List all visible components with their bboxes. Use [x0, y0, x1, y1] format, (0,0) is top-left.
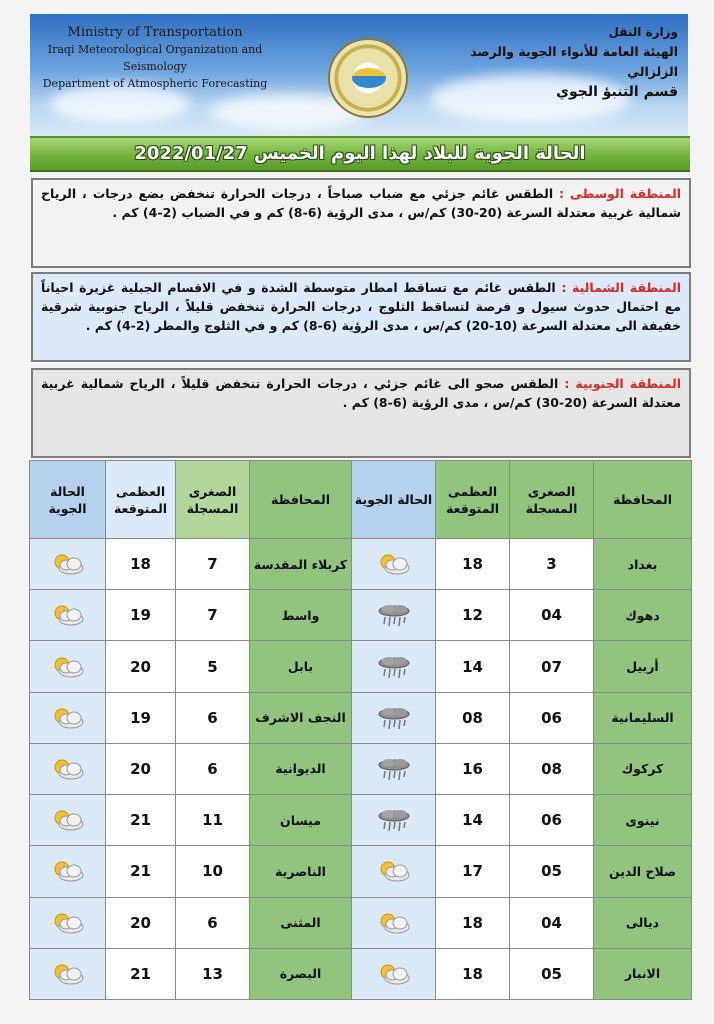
- table-row: [30, 795, 692, 846]
- header-governorate: المحافظة: [594, 461, 692, 539]
- header-en-line2: Iraqi Meteorological Organization and Seismology: [47, 43, 263, 73]
- weather-state-cell: [30, 539, 106, 590]
- partly-cloudy-icon: [376, 910, 412, 936]
- max-temp-cell: 18: [436, 897, 510, 948]
- governorate-cell: الانبار: [594, 948, 692, 999]
- partly-cloudy-icon: [50, 756, 86, 782]
- min-temp-cell: 07: [510, 641, 594, 692]
- min-temp-cell: 3: [510, 539, 594, 590]
- weather-state-cell: [30, 692, 106, 743]
- table-row: [30, 743, 692, 794]
- governorate-cell: صلاح الدين: [594, 846, 692, 897]
- partly-cloudy-icon: [376, 551, 412, 577]
- min-temp-cell: 04: [510, 590, 594, 641]
- partly-cloudy-icon: [50, 705, 86, 731]
- partly-cloudy-icon: [376, 961, 412, 987]
- header-ar-line1: وزارة النقل: [608, 25, 678, 39]
- partly-cloudy-icon: [50, 602, 86, 628]
- min-temp-cell: 06: [510, 795, 594, 846]
- max-temp-cell: 19: [106, 590, 176, 641]
- min-temp-cell: 04: [510, 897, 594, 948]
- header-governorate: المحافظة: [250, 461, 352, 539]
- min-temp-cell: 5: [176, 641, 250, 692]
- min-temp-cell: 05: [510, 846, 594, 897]
- rain-icon: [376, 756, 412, 782]
- governorate-cell: الناصرية: [250, 846, 352, 897]
- max-temp-cell: 14: [436, 795, 510, 846]
- governorate-cell: السليمانية: [594, 692, 692, 743]
- region-south: [31, 368, 691, 458]
- max-temp-cell: 18: [436, 948, 510, 999]
- max-temp-cell: 20: [106, 641, 176, 692]
- governorate-cell: الديوانية: [250, 743, 352, 794]
- region-south-text: الطقس صحو الى غائم جزئي ، درجات الحرارة تنخفض قليلاً ، الرياح شمالية غربية معتدلة السرعة (20-30) كم/س ، مدى الرؤية (6-8) كم .: [41, 376, 681, 410]
- governorate-cell: بابل: [250, 641, 352, 692]
- min-temp-cell: 10: [176, 846, 250, 897]
- partly-cloudy-icon: [50, 654, 86, 680]
- min-temp-cell: 6: [176, 743, 250, 794]
- min-temp-cell: 08: [510, 743, 594, 794]
- table-row: [30, 897, 692, 948]
- min-temp-cell: 13: [176, 948, 250, 999]
- governorate-cell: ديالى: [594, 897, 692, 948]
- table-row: [30, 846, 692, 897]
- governorate-cell: المثنى: [250, 897, 352, 948]
- max-temp-cell: 12: [436, 590, 510, 641]
- rain-icon: [376, 705, 412, 731]
- max-temp-cell: 20: [106, 743, 176, 794]
- weather-state-cell: [352, 948, 436, 999]
- header-arabic: [448, 22, 678, 102]
- table-row: [30, 692, 692, 743]
- weather-state-cell: [352, 641, 436, 692]
- max-temp-cell: 21: [106, 795, 176, 846]
- min-temp-cell: 6: [176, 692, 250, 743]
- table-row: [30, 590, 692, 641]
- weather-state-cell: [352, 590, 436, 641]
- governorate-cell: بغداد: [594, 539, 692, 590]
- header-banner: [30, 14, 688, 136]
- max-temp-cell: 14: [436, 641, 510, 692]
- max-temp-cell: 17: [436, 846, 510, 897]
- header-min: الصغرى المسجلة: [510, 461, 594, 539]
- weather-state-cell: [352, 743, 436, 794]
- rain-icon: [376, 654, 412, 680]
- region-north-text: الطقس غائم مع تساقط امطار متوسطة الشدة و في الاقسام الجبلية غزيرة احياناً مع احتمال حدوث سيول و فرصة لتساقط الثلوج ، درجات الحرارة تنخفض قليلاً ، الرياح جنوبية شرقية خفيفة الى معتدلة السرعة (10-20) كم/س ، مدى الرؤية (6-8) كم و في الثلوج والمطر (2-4) كم .: [41, 280, 681, 333]
- header-ar-line3: قسم التنبؤ الجوي: [556, 84, 678, 100]
- organization-logo: [328, 38, 408, 118]
- header-en-line3: Department of Atmospheric Forecasting: [42, 77, 268, 90]
- header-en-line1: Ministry of Transportation: [67, 25, 243, 40]
- max-temp-cell: 21: [106, 948, 176, 999]
- header-state: الحالة الجوية: [30, 461, 106, 539]
- partly-cloudy-icon: [50, 961, 86, 987]
- max-temp-cell: 16: [436, 743, 510, 794]
- table-row: [30, 539, 692, 590]
- weather-state-cell: [352, 795, 436, 846]
- governorate-cell: كركوك: [594, 743, 692, 794]
- weather-state-cell: [30, 795, 106, 846]
- weather-state-cell: [30, 743, 106, 794]
- region-central: [31, 178, 691, 268]
- weather-state-cell: [352, 692, 436, 743]
- rain-icon: [376, 602, 412, 628]
- page-title: الحالة الجوية للبلاد لهذا اليوم الخميس 2022/01/27: [30, 136, 690, 172]
- weather-state-cell: [352, 846, 436, 897]
- header-state: الحالة الجوية: [352, 461, 436, 539]
- region-north: [31, 272, 691, 362]
- header-english: [30, 24, 280, 92]
- weather-state-cell: [30, 846, 106, 897]
- region-central-text: الطقس غائم جزئي مع ضباب صباحاً ، درجات الحرارة تنخفض بضع درجات ، الرياح شمالية غربية معتدلة السرعة (20-30) كم/س ، مدى الرؤية (6-8) كم و في الضباب (2-4) كم .: [41, 186, 681, 220]
- region-south-name: المنطقة الجنوبية :: [564, 376, 681, 391]
- header-max: العظمى المتوقعة: [106, 461, 176, 539]
- header-ar-line2: الهيئة العامة للأنواء الجوية والرصد الزلزالي: [470, 44, 678, 79]
- max-temp-cell: 18: [436, 539, 510, 590]
- max-temp-cell: 21: [106, 846, 176, 897]
- governorate-cell: دهوك: [594, 590, 692, 641]
- governorate-cell: واسط: [250, 590, 352, 641]
- weather-state-cell: [30, 590, 106, 641]
- table-header-row: [30, 461, 692, 539]
- min-temp-cell: 06: [510, 692, 594, 743]
- forecast-table: [29, 460, 692, 1000]
- weather-state-cell: [352, 897, 436, 948]
- min-temp-cell: 05: [510, 948, 594, 999]
- max-temp-cell: 08: [436, 692, 510, 743]
- min-temp-cell: 7: [176, 539, 250, 590]
- governorate-cell: كربلاء المقدسة: [250, 539, 352, 590]
- min-temp-cell: 6: [176, 897, 250, 948]
- region-north-name: المنطقة الشمالية :: [561, 280, 681, 295]
- weather-state-cell: [30, 641, 106, 692]
- partly-cloudy-icon: [50, 551, 86, 577]
- table-row: [30, 948, 692, 999]
- governorate-cell: ميسان: [250, 795, 352, 846]
- partly-cloudy-icon: [50, 807, 86, 833]
- header-min: الصغرى المسجلة: [176, 461, 250, 539]
- governorate-cell: نينوى: [594, 795, 692, 846]
- table-row: [30, 641, 692, 692]
- partly-cloudy-icon: [50, 910, 86, 936]
- max-temp-cell: 19: [106, 692, 176, 743]
- weather-state-cell: [30, 948, 106, 999]
- header-max: العظمى المتوقعة: [436, 461, 510, 539]
- partly-cloudy-icon: [50, 858, 86, 884]
- min-temp-cell: 11: [176, 795, 250, 846]
- min-temp-cell: 7: [176, 590, 250, 641]
- max-temp-cell: 18: [106, 539, 176, 590]
- partly-cloudy-icon: [376, 858, 412, 884]
- rain-icon: [376, 807, 412, 833]
- weather-state-cell: [352, 539, 436, 590]
- governorate-cell: البصرة: [250, 948, 352, 999]
- region-central-name: المنطقة الوسطى :: [559, 186, 681, 201]
- weather-state-cell: [30, 897, 106, 948]
- max-temp-cell: 20: [106, 897, 176, 948]
- governorate-cell: النجف الاشرف: [250, 692, 352, 743]
- governorate-cell: أربيل: [594, 641, 692, 692]
